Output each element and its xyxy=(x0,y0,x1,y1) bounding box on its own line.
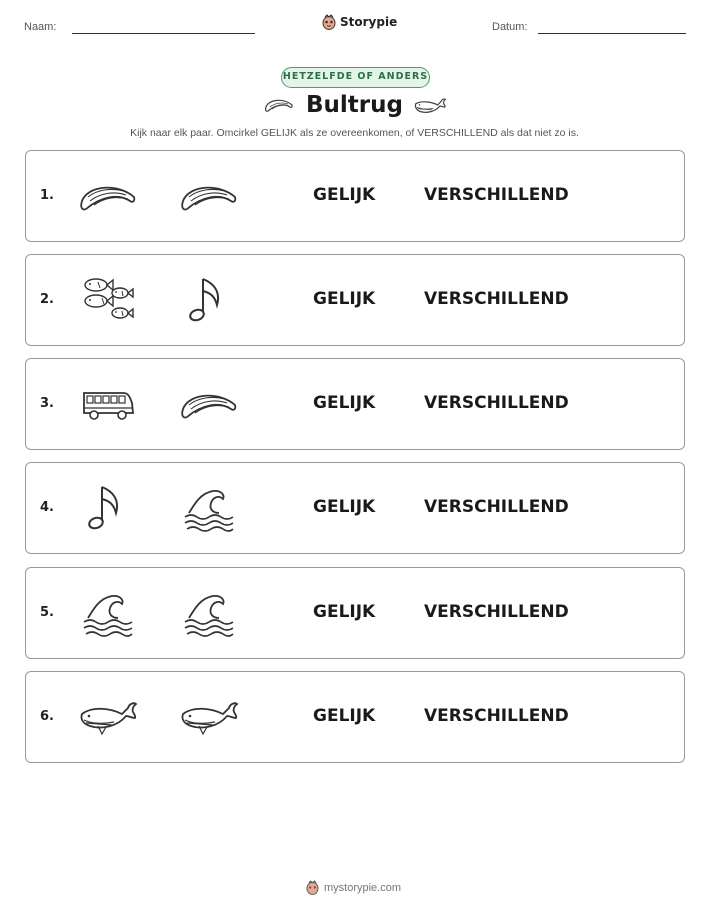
name-label: Naam: xyxy=(24,21,57,33)
whale-icon xyxy=(179,692,239,744)
brand-name: Storypie xyxy=(340,15,398,29)
question-number: 3. xyxy=(40,396,54,411)
option-different[interactable]: VERSCHILLEND xyxy=(424,393,569,413)
option-different[interactable]: VERSCHILLEND xyxy=(424,602,569,622)
date-label: Datum: xyxy=(492,21,528,33)
option-different[interactable]: VERSCHILLEND xyxy=(424,185,569,205)
question-number: 1. xyxy=(40,188,54,203)
question-row-1 xyxy=(25,150,685,242)
question-number: 6. xyxy=(40,709,54,724)
fin-icon xyxy=(78,171,138,223)
bus-icon xyxy=(78,379,138,431)
brand-logo xyxy=(322,14,397,30)
worksheet-type-badge: HETZELFDE OF ANDERS xyxy=(281,67,430,88)
page-title: Bultrug xyxy=(306,92,403,118)
storypie-mascot-icon xyxy=(322,14,336,30)
question-row-2 xyxy=(25,254,685,346)
option-same[interactable]: GELIJK xyxy=(313,602,376,622)
storypie-mascot-icon xyxy=(306,880,319,895)
question-row-4 xyxy=(25,462,685,554)
option-same[interactable]: GELIJK xyxy=(313,706,376,726)
date-line[interactable] xyxy=(538,33,686,34)
question-row-3 xyxy=(25,358,685,450)
question-number: 2. xyxy=(40,292,54,307)
fin-icon xyxy=(179,171,239,223)
option-same[interactable]: GELIJK xyxy=(313,289,376,309)
option-same[interactable]: GELIJK xyxy=(313,185,376,205)
footer-url[interactable]: mystorypie.com xyxy=(324,881,402,894)
wave-icon xyxy=(78,588,138,640)
fish-school-icon xyxy=(78,275,138,327)
question-number: 4. xyxy=(40,500,54,515)
question-number: 5. xyxy=(40,605,54,620)
question-row-6 xyxy=(25,671,685,763)
music-note-icon xyxy=(78,483,138,535)
name-line[interactable] xyxy=(72,33,255,34)
wave-icon xyxy=(179,483,239,535)
whale-icon xyxy=(78,692,138,744)
option-same[interactable]: GELIJK xyxy=(313,393,376,413)
option-different[interactable]: VERSCHILLEND xyxy=(424,706,569,726)
option-same[interactable]: GELIJK xyxy=(313,497,376,517)
whale-icon xyxy=(412,95,448,121)
wave-icon xyxy=(179,588,239,640)
footer xyxy=(306,880,401,895)
fin-icon xyxy=(179,379,239,431)
option-different[interactable]: VERSCHILLEND xyxy=(424,289,569,309)
option-different[interactable]: VERSCHILLEND xyxy=(424,497,569,517)
question-row-5 xyxy=(25,567,685,659)
instructions: Kijk naar elk paar. Omcirkel GELIJK als ze overeenkomen, of VERSCHILLEND als dat niet zo is. xyxy=(130,127,579,139)
music-note-icon xyxy=(179,275,239,327)
